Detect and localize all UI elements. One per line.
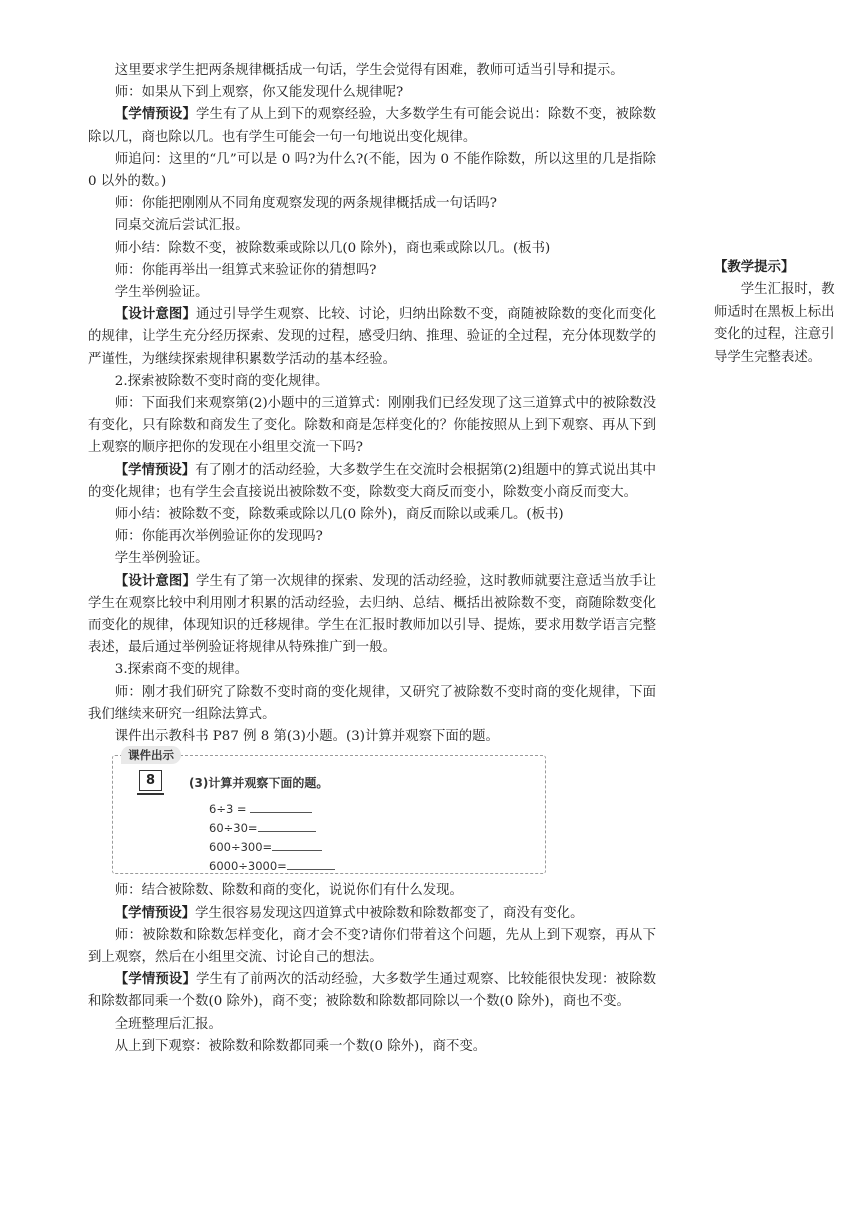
section-tag: 【学情预设】 [114, 462, 196, 478]
paragraph [88, 571, 656, 660]
sidebar-text: 学生汇报时，教师适时在黑板上标出变化的过程，注意引导学生完整表述。 [714, 282, 835, 365]
section-heading: 3.探索商不变的规律。 [114, 662, 249, 678]
paragraph [88, 304, 656, 371]
answer-blank [272, 838, 322, 851]
exercise-title: (3)计算并观察下面的题。 [189, 776, 329, 791]
equation: 60÷30= [209, 817, 316, 839]
paragraph-text: 通过引导学生观察、比较、讨论，归纳出除数不变，商随被除数的变化而变化的规律，让学生充分经历探索、发现的过程，感受归纳、推理、验证的全过程，充分体现数学的严谨性，为继续探索规律积累数学活动的基本经验。 [88, 307, 656, 367]
equation: 6000÷3000= [209, 855, 335, 877]
paragraph: 师追问：这里的“几”可以是 0 吗?为什么?(不能，因为 0 不能作除数，所以这里的几是指除 0 以外的数。) [88, 151, 656, 190]
section-heading: 2.探索被除数不变时商的变化规律。 [114, 373, 329, 389]
sidebar-heading: 【教学提示】 [714, 260, 795, 275]
paragraph-text: 学生有了从上到下的观察经验，大多数学生有可能会说出：除数不变，被除数除以几，商也除以几。也有学生可能会一句一句地说出变化规律。 [88, 107, 656, 145]
section-tag: 【学情预设】 [114, 905, 196, 921]
paragraph: 这里要求学生把两条规律概括成一句话，学生会觉得有困难，教师可适当引导和提示。 [114, 63, 624, 78]
answer-blank [250, 800, 312, 813]
paragraph-text: 学生有了前两次的活动经验，大多数学生通过观察、比较能很快发现：被除数和除数都同乘一个数(0 除外)，商不变；被除数和除数都同除以一个数(0 除外)，商也不变。 [88, 972, 656, 1010]
paragraph: 师：你能再举出一组算式来验证你的猜想吗? [114, 262, 377, 278]
paragraph: 学生举例验证。 [114, 285, 209, 301]
answer-blank [287, 857, 335, 870]
paragraph-text: 学生很容易发现这四道算式中被除数和除数都变了，商没有变化。 [195, 905, 584, 921]
paragraph: 师：被除数和除数怎样变化，商才会不变?请你们带着这个问题，先从上到下观察，再从下到上观察，然后在小组里交流、讨论自己的想法。 [88, 927, 656, 965]
paragraph: 师：你能再次举例验证你的发现吗? [114, 529, 323, 545]
paragraph: 课件出示教科书 P87 例 8 第(3)小题。(3)计算并观察下面的题。 [114, 729, 499, 745]
paragraph: 同桌交流后尝试汇报。 [114, 218, 249, 234]
answer-blank [258, 819, 316, 832]
paragraph: 学生举例验证。 [114, 551, 209, 567]
example-number: 8 [139, 770, 162, 791]
paragraph: 师：你能把刚刚从不同角度观察发现的两条规律概括成一句话吗? [114, 196, 497, 212]
paragraph-text: 学生有了第一次规律的探索、发现的活动经验，这时教师就要注意适当放手让学生在观察比较中利用刚才积累的活动经验，去归纳、总结、概括出被除数不变，商随除数变化而变化的规律，体现知识的迁移规律。学生在汇报时教师加以引导、提炼，要求用数学语言完整表述，最后通过举例验证将规律从特殊推广到一般。 [88, 573, 656, 656]
main-content [88, 60, 656, 1058]
equation: 600÷300= [209, 836, 322, 858]
paragraph [88, 903, 656, 925]
courseware-box [112, 748, 546, 874]
paragraph: 从上到下观察：被除数和除数都同乘一个数(0 除外)，商不变。 [114, 1038, 487, 1054]
paragraph [88, 460, 656, 504]
section-tag: 【设计意图】 [114, 307, 196, 323]
paragraph: 师：如果从下到上观察，你又能发现什么规律呢? [114, 85, 404, 101]
paragraph: 师小结：除数不变，被除数乘或除以几(0 除外)，商也乘或除以几。(板书) [114, 240, 551, 256]
paragraph: 师：下面我们来观察第(2)小题中的三道算式：刚刚我们已经发现了这三道算式中的被除数没有变化，只有除数和商发生了变化。除数和商是怎样变化的？你能按照从上到下观察、再从下到上观察的顺序把你的发现在小组里交流一下吗? [88, 396, 656, 456]
paragraph: 师：结合被除数、除数和商的变化，说说你们有什么发现。 [114, 883, 463, 899]
section-tag: 【学情预设】 [114, 107, 196, 123]
paragraph: 全班整理后汇报。 [114, 1016, 222, 1032]
courseware-tag: 课件出示 [121, 746, 181, 764]
section-tag: 【学情预设】 [114, 972, 196, 988]
paragraph [88, 104, 656, 148]
section-tag: 【设计意图】 [114, 573, 196, 589]
paragraph: 师小结：被除数不变，除数乘或除以几(0 除外)，商反而除以或乘几。(板书) [114, 507, 564, 523]
teaching-tip-sidebar [714, 257, 840, 369]
paragraph-text: 有了刚才的活动经验，大多数学生在交流时会根据第(2)组题中的算式说出其中的变化规律；也有学生会直接说出被除数不变，除数变大商反而变小，除数变小商反而变大。 [88, 462, 656, 500]
paragraph [88, 969, 656, 1013]
paragraph: 师：刚才我们研究了除数不变时商的变化规律，又研究了被除数不变时商的变化规律，下面我们继续来研究一组除法算式。 [88, 684, 656, 722]
equation: 6÷3 = [209, 798, 312, 820]
